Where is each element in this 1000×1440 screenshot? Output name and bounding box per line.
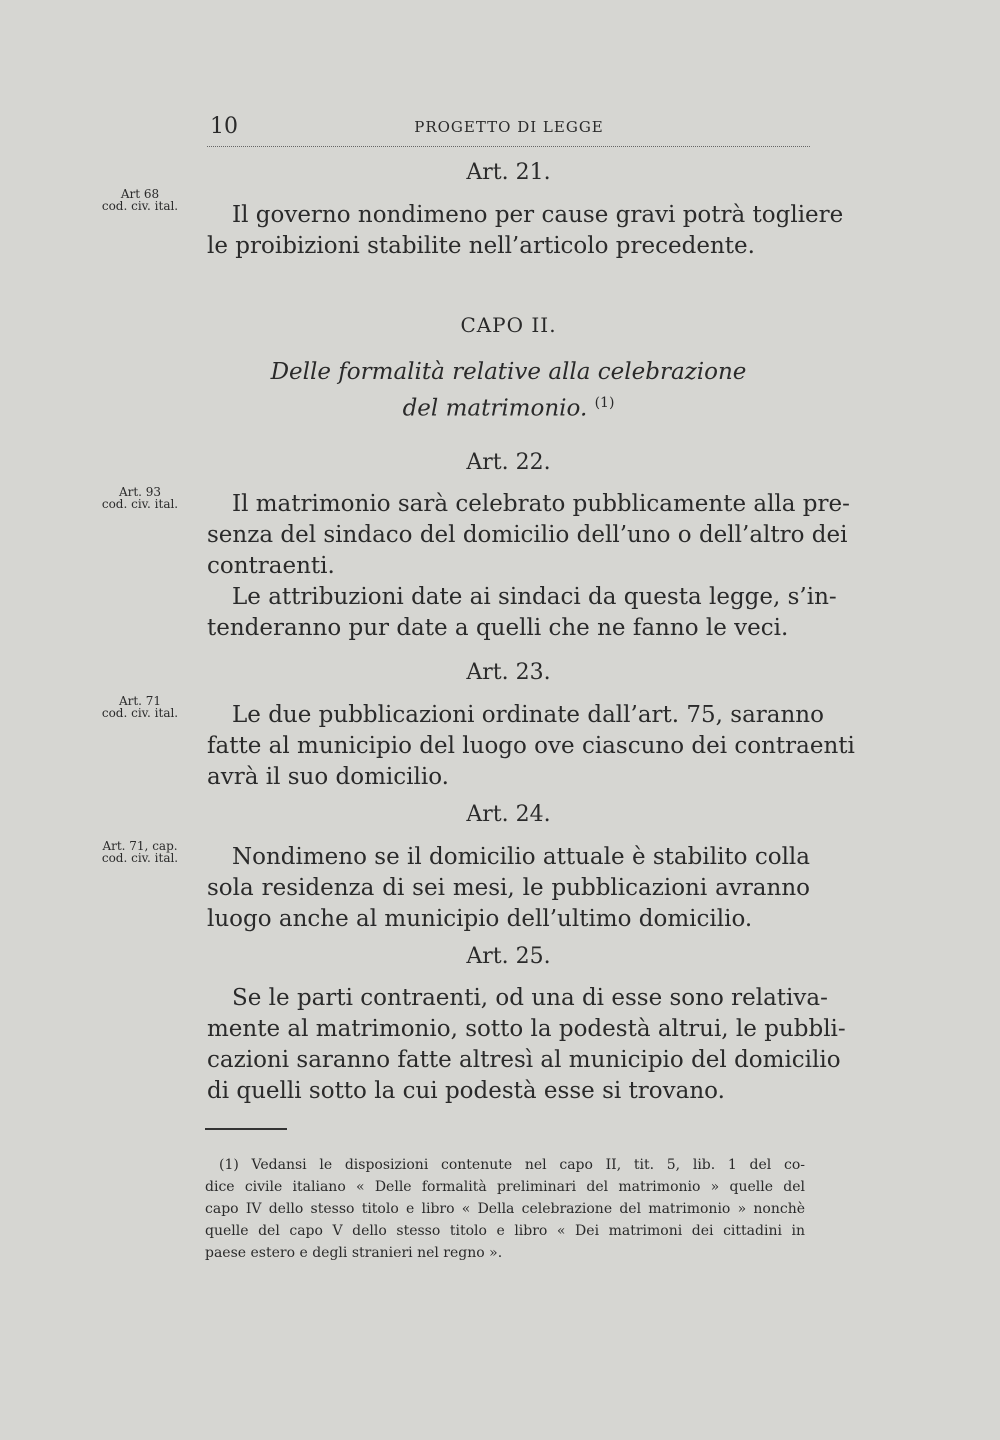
text-line: luogo anche al municipio dell’ultimo domicilio. — [207, 906, 753, 932]
article-22-heading: Art. 22. — [466, 450, 551, 475]
margin-note-line: cod. civ. ital. — [101, 199, 179, 213]
text-line: avrà il suo domicilio. — [207, 764, 449, 790]
article-23-text — [207, 700, 855, 793]
footnote-line: capo IV dello stesso titolo e libro « Della celebrazione del matrimonio » nonchè — [205, 1201, 805, 1217]
running-title: PROGETTO DI LEGGE — [414, 118, 604, 136]
article-21-heading: Art. 21. — [466, 160, 551, 185]
text-line: Se le parti contraenti, od una di esse sono relativa- — [232, 985, 828, 1011]
article-21-text — [207, 200, 844, 262]
text-line: mente al matrimonio, sotto la podestà altrui, le pubbli- — [207, 1016, 846, 1042]
text-line: le proibizioni stabilite nell’articolo precedente. — [207, 233, 755, 259]
chapter-subtitle-line1: Delle formalità relative alla celebrazione — [270, 359, 747, 385]
text-line: Le due pubblicazioni ordinate dall’art. 75, saranno — [232, 702, 824, 728]
text-line: contraenti. — [207, 553, 335, 579]
article-24-heading: Art. 24. — [466, 802, 551, 827]
text-line: sola residenza di sei mesi, le pubblicazioni avranno — [207, 875, 810, 901]
margin-note-line: Art 68 — [120, 187, 160, 201]
margin-note-line: Art. 71, cap. — [102, 839, 178, 853]
text-line: tenderanno pur date a quelli che ne fanno le veci. — [207, 615, 789, 641]
footnote — [205, 1154, 805, 1264]
footnote-marker: (1) — [594, 395, 615, 411]
text-line: Il matrimonio sarà celebrato pubblicamente alla pre- — [232, 491, 850, 517]
margin-note-line: cod. civ. ital. — [101, 851, 179, 865]
header-rule — [207, 146, 810, 147]
article-22-text — [207, 489, 850, 644]
text-line: di quelli sotto la cui podestà esse si trovano. — [207, 1078, 725, 1104]
margin-note-line: Art. 71 — [118, 694, 162, 708]
article-24-margin-note — [82, 840, 198, 864]
footnote-rule — [205, 1128, 287, 1130]
footnote-line: dice civile italiano « Delle formalità preliminari del matrimonio » quelle del — [205, 1179, 805, 1195]
text-line: Le attribuzioni date ai sindaci da questa legge, s’in- — [232, 584, 837, 610]
footnote-line: quelle del capo V dello stesso titolo e libro « Dei matrimoni dei cittadini in — [205, 1223, 805, 1239]
text-line: Il governo nondimeno per cause gravi potrà togliere — [232, 202, 844, 228]
article-21-margin-note — [82, 188, 198, 212]
chapter-heading: CAPO II. — [460, 313, 557, 337]
chapter-subtitle-line2: del matrimonio. — [402, 395, 588, 422]
article-23-margin-note — [82, 695, 198, 719]
article-25-text — [207, 983, 846, 1107]
text-line: senza del sindaco del domicilio dell’uno o dell’altro dei — [207, 522, 848, 548]
margin-note-line: Art. 93 — [118, 485, 162, 499]
margin-note-line: cod. civ. ital. — [101, 706, 179, 720]
footnote-line: paese estero e degli stranieri nel regno ». — [205, 1245, 503, 1261]
text-line: fatte al municipio del luogo ove ciascuno dei contraenti — [207, 733, 855, 759]
chapter-subtitle — [207, 357, 810, 425]
article-25-heading: Art. 25. — [466, 944, 551, 969]
article-24-text — [207, 842, 810, 935]
text-line: cazioni saranno fatte altresì al municipio del domicilio — [207, 1047, 841, 1073]
text-line: Nondimeno se il domicilio attuale è stabilito colla — [232, 844, 810, 870]
page-number: 10 — [210, 114, 238, 139]
article-22-margin-note — [82, 486, 198, 510]
footnote-line: (1) Vedansi le disposizioni contenute nel capo II, tit. 5, lib. 1 del co- — [219, 1157, 805, 1173]
article-23-heading: Art. 23. — [466, 660, 551, 685]
margin-note-line: cod. civ. ital. — [101, 497, 179, 511]
